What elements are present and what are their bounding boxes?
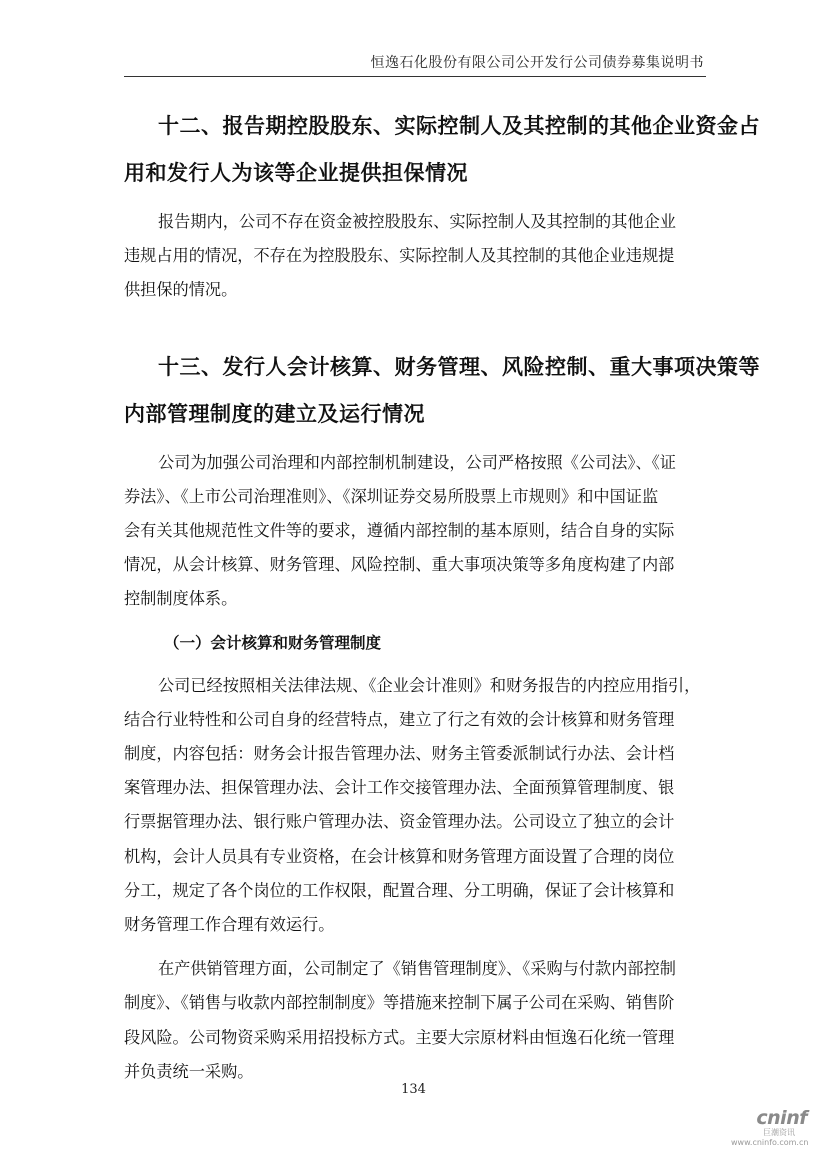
logo-mark: cninf <box>756 1107 807 1129</box>
paragraph-line: 结合行业特性和公司自身的经营特点，建立了行之有效的会计核算和财务管理 <box>124 709 675 729</box>
paragraph-line: 券法》、《上市公司治理准则》、《深圳证券交易所股票上市规则》和中国证监 <box>124 486 659 506</box>
paragraph-line: 分工，规定了各个岗位的工作权限，配置合理、分工明确，保证了会计核算和 <box>124 880 675 900</box>
section-12-heading <box>124 103 760 197</box>
paragraph-line: 制度》、《销售与收款内部控制制度》等措施来控制下属子公司在采购、销售阶 <box>124 993 675 1013</box>
section-13-paragraph <box>124 446 704 617</box>
document-header-title: 恒逸石化股份有限公司公开发行公司债券募集说明书 <box>370 55 704 71</box>
paragraph-line: 公司为加强公司治理和内部控制机制建设，公司严格按照《公司法》、《证 <box>158 452 676 472</box>
subsection-1-paragraph-1 <box>124 669 704 943</box>
paragraph-line: 报告期内，公司不存在资金被控股股东、实际控制人及其控制的其他企业 <box>158 212 676 231</box>
logo-subtitle: 巨潮资讯 <box>763 1128 795 1137</box>
paragraph-line: 财务管理工作合理有效运行。 <box>124 915 335 935</box>
paragraph-line: 公司已经按照相关法律法规、《企业会计准则》和财务报告的内控应用指引， <box>158 675 701 695</box>
page-content <box>124 103 760 1089</box>
paragraph-line: 控制制度体系。 <box>124 589 238 609</box>
subsection-1-heading: （一）会计核算和财务管理制度 <box>164 633 382 652</box>
page-number: 134 <box>401 1082 426 1097</box>
paragraph-line: 情况，从会计核算、财务管理、风险控制、重大事项决策等多角度构建了内部 <box>124 555 675 575</box>
section-13-heading <box>124 344 760 438</box>
paragraph-line: 机构，会计人员具有专业资格，在会计核算和财务管理方面设置了合理的岗位 <box>124 846 675 866</box>
logo-url: www.cninfo.com.cn <box>731 1138 809 1147</box>
heading-line: 用和发行人为该等企业提供担保情况 <box>124 161 468 185</box>
paragraph-line: 在产供销管理方面，公司制定了《销售管理制度》、《采购与付款内部控制 <box>158 959 676 979</box>
paragraph-line: 案管理办法、担保管理办法、会计工作交接管理办法、全面预算管理制度、银 <box>124 778 675 798</box>
subsection-1-paragraph-2 <box>124 952 704 1089</box>
paragraph-line: 会有关其他规范性文件等的要求，遵循内部控制的基本原则，结合自身的实际 <box>124 521 675 541</box>
cninfo-logo <box>731 1109 807 1153</box>
heading-line: 内部管理制度的建立及运行情况 <box>124 401 425 426</box>
heading-line: 十三、发行人会计核算、财务管理、风险控制、重大事项决策等 <box>158 354 760 379</box>
paragraph-line: 违规占用的情况，不存在为控股股东、实际控制人及其控制的其他企业违规提 <box>124 246 675 266</box>
section-12-paragraph <box>124 205 704 308</box>
paragraph-line: 制度，内容包括：财务会计报告管理办法、财务主管委派制试行办法、会计档 <box>124 744 675 764</box>
heading-line: 十二、报告期控股股东、实际控制人及其控制的其他企业资金占 <box>158 114 760 138</box>
paragraph-line: 段风险。公司物资采购采用招投标方式。主要大宗原材料由恒逸石化统一管理 <box>124 1027 675 1047</box>
paragraph-line: 行票据管理办法、银行账户管理办法、资金管理办法。公司设立了独立的会计 <box>124 812 675 832</box>
header-divider <box>124 76 706 77</box>
paragraph-line: 供担保的情况。 <box>124 280 238 300</box>
paragraph-line: 并负责统一采购。 <box>124 1061 254 1081</box>
